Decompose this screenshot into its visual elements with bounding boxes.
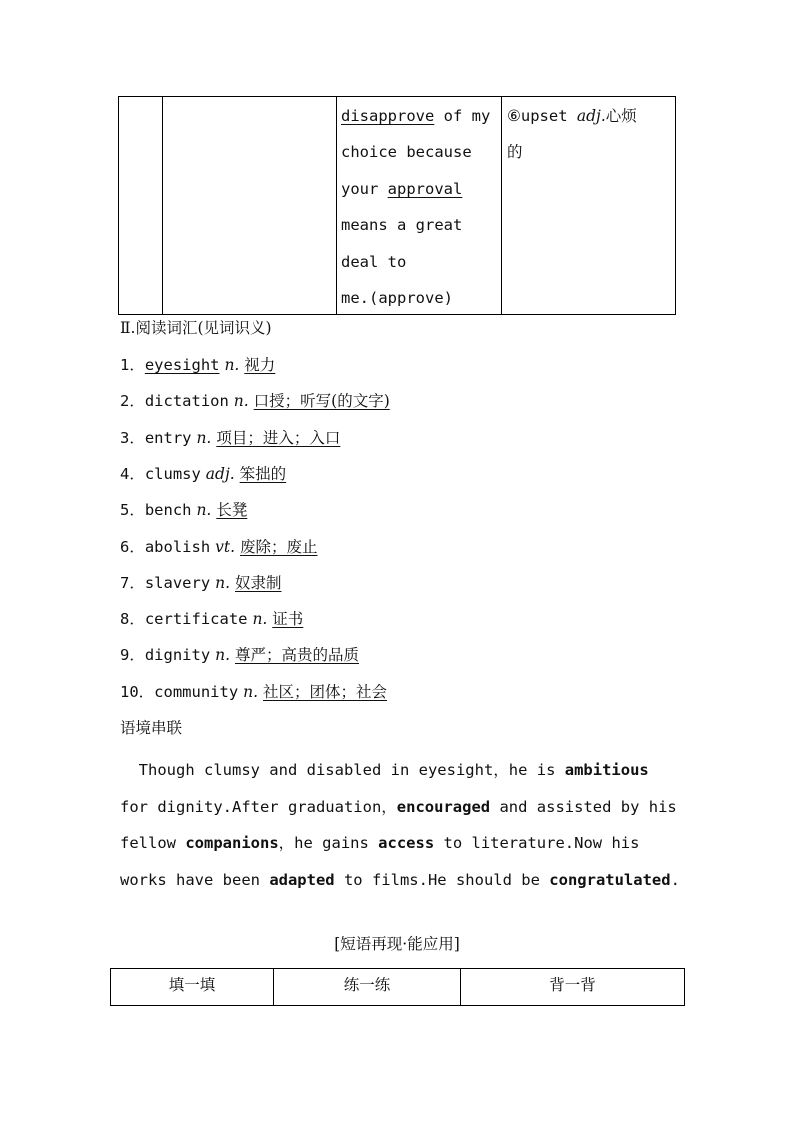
related-word: ⑥upset (507, 107, 577, 125)
vocab-number: 10． (120, 682, 155, 701)
vocab-pos: n. (196, 501, 212, 520)
section-subtitle: [短语再现·能应用] (334, 935, 460, 953)
table-column-2 (162, 97, 337, 314)
vocab-meaning: 奴隶制 (234, 573, 282, 592)
vocab-number: 3． (120, 428, 145, 447)
vocab-word: clumsy (144, 464, 201, 483)
vocab-word: entry (144, 428, 192, 447)
meaning: 心烦 (605, 107, 637, 125)
vocab-meaning: 视力 (244, 356, 276, 374)
header-practice: 练一练 (274, 969, 461, 1005)
vocab-item (120, 571, 281, 595)
table-column-1 (119, 97, 163, 314)
vocab-number: 5． (120, 501, 145, 520)
vocab-word: community (154, 682, 239, 701)
vocab-word: dictation (144, 392, 229, 411)
vocab-meaning: 尊严；高贵的品质 (234, 646, 359, 665)
vocab-meaning: 口授；听写(的文字) (253, 392, 390, 411)
vocab-item (120, 353, 275, 377)
header-fill: 填一填 (111, 969, 274, 1005)
vocab-pos: n. (215, 573, 231, 592)
vocab-pos: n. (252, 610, 268, 629)
top-table (118, 96, 676, 315)
bottom-table (110, 968, 685, 1006)
related-word-cell (507, 98, 667, 170)
vocab-word: abolish (144, 537, 211, 556)
vocab-pos: vt. (215, 537, 236, 556)
section-title: Ⅱ.阅读词汇(见词识义) (120, 319, 272, 337)
vocab-pos: n. (243, 682, 259, 701)
meaning-cont: 的 (507, 143, 523, 161)
vocab-pos: n. (233, 392, 249, 411)
vocab-meaning: 社区；团体；社会 (262, 682, 387, 701)
vocab-number: 8． (120, 610, 145, 629)
vocab-meaning: 笨拙的 (239, 464, 287, 483)
vocab-number: 6． (120, 537, 145, 556)
vocab-number: 2． (120, 392, 145, 411)
example-line: means a great (341, 216, 463, 235)
vocab-number: 4． (120, 464, 145, 483)
vocab-number: 9． (120, 646, 145, 665)
example-sentence-cell (341, 98, 496, 316)
vocab-word: certificate (144, 610, 248, 629)
example-line: your approval (341, 179, 463, 198)
vocab-pos: n. (224, 356, 240, 374)
vocab-word: bench (144, 501, 192, 520)
example-line: choice because (341, 143, 472, 162)
vocab-pos: n. (196, 428, 212, 447)
vocab-meaning: 长凳 (216, 501, 248, 520)
vocab-meaning: 项目；进入；入口 (216, 428, 341, 447)
example-line: disapprove of my (341, 107, 491, 125)
vocab-word: dignity (144, 646, 211, 665)
example-line: deal to (341, 252, 407, 271)
vocab-item (120, 643, 359, 667)
vocab-item (120, 535, 317, 559)
vocab-item (120, 680, 387, 704)
vocab-item (120, 462, 286, 486)
vocab-item (120, 498, 247, 522)
vocab-item (120, 389, 390, 413)
part-of-speech: adj. (576, 107, 606, 125)
vocab-word: eyesight (144, 356, 220, 374)
vocab-number: 1． (120, 356, 145, 374)
vocab-pos: adj. (205, 464, 235, 483)
example-line: me.(approve) (341, 289, 453, 308)
header-recite: 背一背 (549, 976, 596, 994)
vocab-number: 7． (120, 573, 145, 592)
vocab-meaning: 证书 (272, 610, 304, 629)
vocab-item (120, 607, 303, 631)
vocab-pos: n. (215, 646, 231, 665)
vocab-word: slavery (144, 573, 211, 592)
context-paragraph: Though clumsy and disabled in eyesight，he is ambitious for dignity.After graduation，encouraged and assisted by his fellow companions，he gains access to literature.Now his works have been adapted to films.He should be congratulated. (120, 761, 680, 889)
context-title: 语境串联 (120, 719, 183, 737)
vocab-meaning: 废除；废止 (239, 537, 318, 556)
vocab-item (120, 426, 340, 450)
